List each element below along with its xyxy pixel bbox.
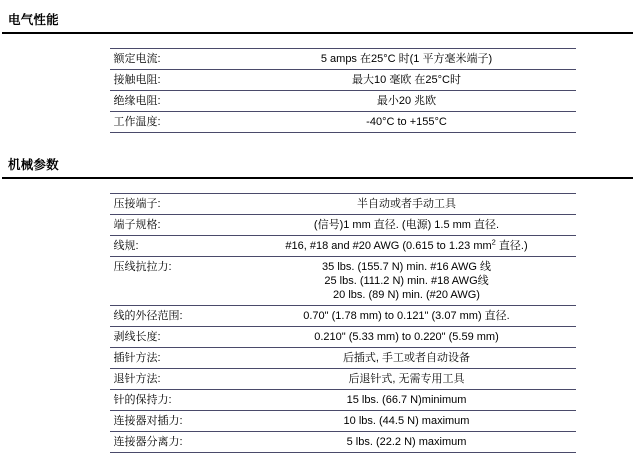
row-label: 接触电阻:: [110, 70, 238, 91]
row-label: 工作温度:: [110, 112, 238, 133]
section-mechanical-title: 机械参数: [8, 158, 59, 172]
table-row: [110, 112, 576, 133]
table-row: [110, 70, 576, 91]
section-mechanical: [0, 133, 635, 453]
table-row: [110, 390, 576, 411]
row-label: 额定电流:: [110, 49, 238, 70]
table-row: [110, 369, 576, 390]
row-value: (信号)1 mm 直径. (电源) 1.5 mm 直径.: [238, 215, 576, 236]
wire-gauge-post: 直径.): [495, 240, 528, 252]
table-row: [110, 432, 576, 453]
electrical-table-wrap: [0, 48, 635, 133]
row-label: 针的保持力:: [110, 390, 238, 411]
row-value-line: 35 lbs. (155.7 N) min. #16 AWG 线: [322, 261, 491, 273]
row-value: 最小20 兆欧: [238, 91, 576, 112]
table-row: [110, 306, 576, 327]
row-value-line: 20 lbs. (89 N) min. (#20 AWG): [333, 289, 480, 301]
table-row: [110, 327, 576, 348]
table-row: [110, 215, 576, 236]
row-value: 15 lbs. (66.7 N)minimum: [238, 390, 576, 411]
row-label: 线规:: [110, 236, 238, 257]
row-label: 退针方法:: [110, 369, 238, 390]
wire-gauge-pre: #16, #18 and #20 AWG (0.615 to 1.23 mm: [285, 240, 492, 252]
row-value-line: 25 lbs. (111.2 N) min. #18 AWG线: [324, 275, 489, 287]
row-value: 5 amps 在25°C 时(1 平方毫米端子): [238, 49, 576, 70]
row-value: -40°C to +155°C: [238, 112, 576, 133]
row-value: 半自动或者手动工具: [238, 194, 576, 215]
row-label: 线的外径范围:: [110, 306, 238, 327]
row-value: 最大10 毫欧 在25°C时: [238, 70, 576, 91]
electrical-table: [110, 48, 576, 133]
table-row: [110, 348, 576, 369]
row-label: 压线抗拉力:: [110, 257, 238, 306]
row-label: 连接器分离力:: [110, 432, 238, 453]
row-value: 0.70" (1.78 mm) to 0.121" (3.07 mm) 直径.: [238, 306, 576, 327]
table-row: [110, 91, 576, 112]
row-label: 连接器对插力:: [110, 411, 238, 432]
table-row: [110, 194, 576, 215]
section-electrical: [0, 0, 635, 133]
mechanical-table-wrap: [0, 193, 635, 453]
row-value: 后退针式, 无需专用工具: [238, 369, 576, 390]
row-label: 端子规格:: [110, 215, 238, 236]
mechanical-table: [110, 193, 576, 453]
row-label: 压接端子:: [110, 194, 238, 215]
row-value: 5 lbs. (22.2 N) maximum: [238, 432, 576, 453]
row-value: 10 lbs. (44.5 N) maximum: [238, 411, 576, 432]
row-value: 后插式, 手工或者自动设备: [238, 348, 576, 369]
table-row: [110, 49, 576, 70]
row-label: 插针方法:: [110, 348, 238, 369]
row-value-wire-gauge: [238, 236, 576, 257]
row-value-multiline: [238, 257, 576, 306]
row-label: 剥线长度:: [110, 327, 238, 348]
table-row: [110, 236, 576, 257]
wire-gauge-sup: 2: [491, 237, 496, 247]
section-electrical-title: 电气性能: [8, 13, 59, 27]
table-row: [110, 411, 576, 432]
row-value: 0.210" (5.33 mm) to 0.220" (5.59 mm): [238, 327, 576, 348]
row-label: 绝缘电阻:: [110, 91, 238, 112]
table-row: [110, 257, 576, 306]
